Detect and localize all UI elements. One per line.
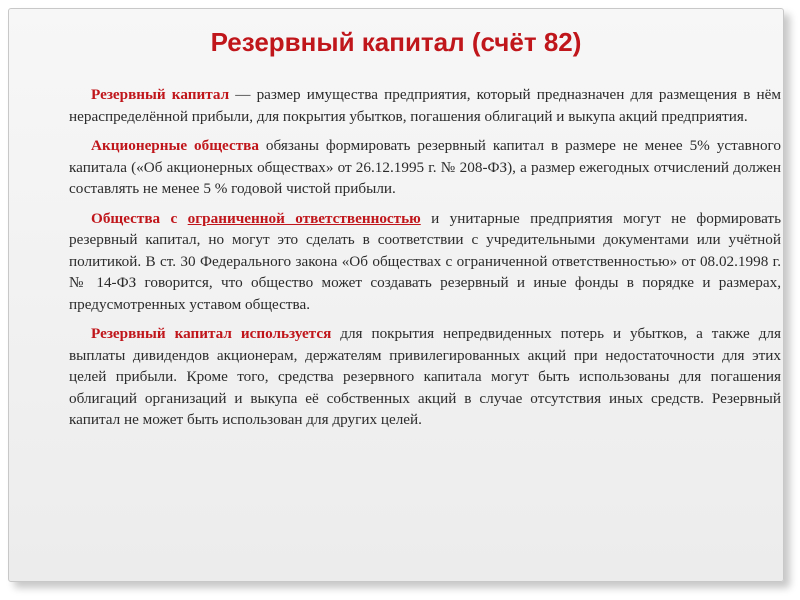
paragraph-text: и унитарные предприятия могут не формировать резервный капитал, но могут это сделать в соответствии с учредительными документами или учётной политикой. В ст. 30 Федерального закона «Об обществах с ограниченной ответственностью» от 08.02.1998 г. № 14-ФЗ говорится, что общество может создавать резервный и иные фонды в порядке и размерах, предусмотренных уставом общества. [69, 209, 781, 313]
term-llc-prefix: Общества с [91, 209, 188, 227]
paragraph-text: обязаны формировать резервный капитал в размере не менее 5% уставного капитала («Об акционерных обществах» от 26.12.1995 г. № 208-ФЗ), а размер ежегодных отчислений должен составлять не менее 5 % годовой чистой прибыли. [69, 137, 781, 197]
paragraph-joint-stock [69, 135, 781, 200]
paragraph-definition [69, 84, 781, 127]
term-reserve-usage: Резервный капитал используется [91, 325, 332, 342]
term-llc-underlined: ограниченной ответственностью [187, 209, 421, 227]
slide [8, 8, 784, 582]
slide-title: Резервный капитал (счёт 82) [210, 27, 582, 57]
paragraph-text: — размер имущества предприятия, который предназначен для размещения в нём нераспределённой прибыли, для покрытия убытков, погашения облигаций и выкупа акций предприятия. [69, 86, 782, 125]
term-reserve-capital: Резервный капитал [91, 86, 230, 103]
paragraph-usage [69, 323, 781, 431]
paragraph-text: для покрытия непредвиденных потерь и убытков, а также для выплаты дивидендов акционерам, держателям привилегированных акций при недостаточности для этих целей прибыли. Кроме того, средства резервного капитала могут быть использованы для погашения облигаций организаций и выкупа её собственных акций в случае отсутствия иных средств. Резервный капитал не может быть использован для других целей. [69, 325, 782, 428]
slide-body [69, 84, 781, 439]
paragraph-llc [69, 208, 781, 316]
term-joint-stock-companies: Акционерные общества [91, 137, 259, 154]
